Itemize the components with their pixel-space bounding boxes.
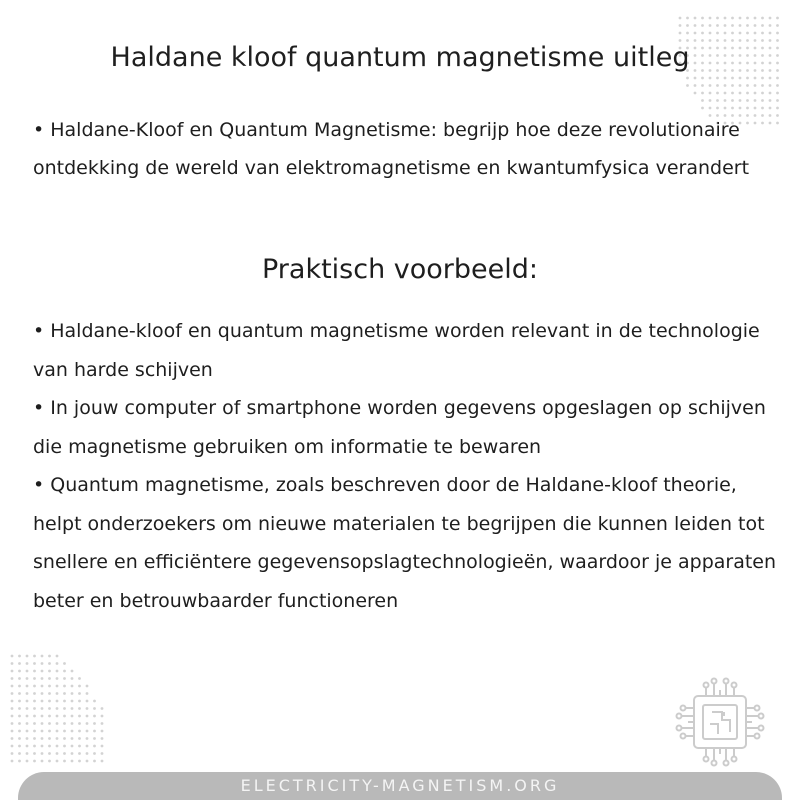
list-item: • In jouw computer of smartphone worden gegevens opgeslagen op schijven die magnetisme gebruiken om informatie te bewaren xyxy=(33,397,766,458)
footer-bar xyxy=(18,772,782,800)
page-title: Haldane kloof quantum magnetisme uitleg xyxy=(110,42,690,73)
circuit-chip-icon xyxy=(672,674,768,770)
example-list xyxy=(33,312,783,620)
section-heading: Praktisch voorbeeld: xyxy=(262,254,538,285)
intro-paragraph: • Haldane-Kloof en Quantum Magnetisme: begrijp hoe deze revolutionaire ontdekking de wereld van elektromagnetisme en kwantumfysica verandert xyxy=(33,119,750,179)
list-item: • Haldane-kloof en quantum magnetisme worden relevant in de technologie van harde schijven xyxy=(33,320,760,381)
dot-pattern-icon xyxy=(8,652,108,764)
footer-site-url: ELECTRICITY-MAGNETISM.ORG xyxy=(240,776,560,795)
list-item: • Quantum magnetisme, zoals beschreven door de Haldane-kloof theorie, helpt onderzoekers om nieuwe materialen te begrijpen die kunnen leiden tot snellere en efficiëntere gegevensopslagtechnologieën, waardoor je apparaten beter en betrouwbaarder functioneren xyxy=(33,474,777,612)
